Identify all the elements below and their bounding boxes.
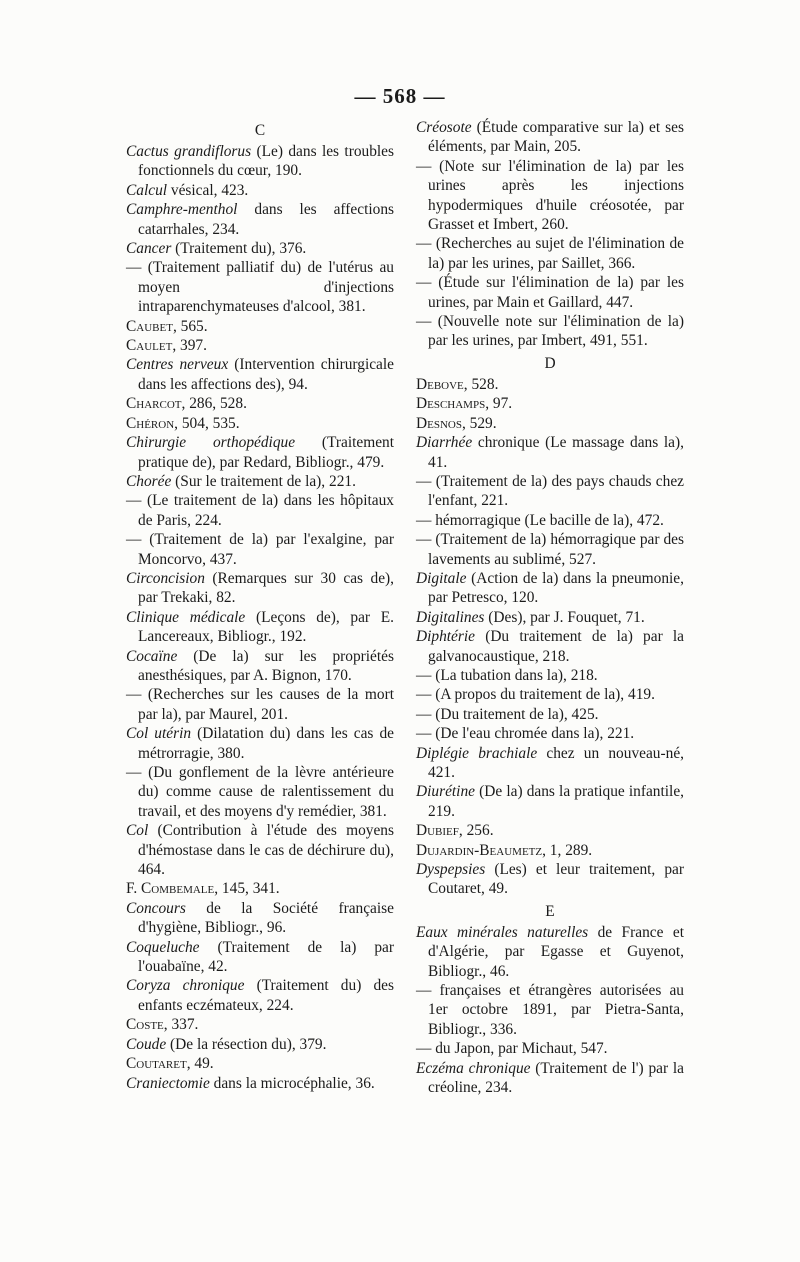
- page-number: — 568 —: [354, 84, 446, 108]
- index-entry: [126, 530, 394, 569]
- entry-heading: —: [416, 705, 432, 723]
- index-entry: [126, 976, 394, 1015]
- index-entry: [416, 273, 684, 312]
- index-entry: [416, 1059, 684, 1098]
- entry-text: (Du traitement de la), 425.: [431, 705, 599, 723]
- entry-heading: Créosote: [416, 119, 472, 136]
- index-column-right: [416, 118, 684, 1098]
- entry-text: françaises et étrangères autorisées au 1er octobre 1891, par Pietra-Santa, Bibliogr., 336.: [428, 982, 684, 1038]
- entry-text: (Recherches au sujet de l'élimination de la) par les urines, par Saillet, 366.: [428, 235, 684, 272]
- entry-text: (Action de la) dans la pneumonie, par Petresco, 120.: [428, 569, 684, 607]
- entry-text: , 145, 341.: [214, 880, 280, 898]
- index-entry: [416, 472, 684, 511]
- entry-heading: —: [416, 472, 432, 490]
- entry-text: (Traitement pratique de), par Redard, Bibliogr., 479.: [138, 434, 395, 471]
- entry-text: , 97.: [485, 395, 513, 413]
- index-column-left: [126, 118, 394, 1093]
- entry-heading: Digitalines: [416, 608, 485, 626]
- index-entry: [126, 1015, 394, 1034]
- entry-text: , 49.: [186, 1055, 214, 1073]
- entry-heading: Coqueluche: [126, 938, 200, 956]
- entry-heading: Camphre-menthol: [126, 201, 238, 219]
- entry-text: (Des), par J. Fouquet, 71.: [484, 608, 645, 626]
- entry-text: (Traitement de la) par l'ouabaïne, 42.: [138, 938, 394, 976]
- entry-heading: Digitale: [416, 569, 467, 587]
- entry-text: , 529.: [461, 414, 497, 432]
- entry-text: (Le) dans les troubles fonctionnels du cœur, 190.: [138, 143, 394, 180]
- entry-heading: Chéron: [126, 414, 175, 432]
- index-entry: [126, 899, 394, 938]
- entry-heading: —: [416, 531, 432, 549]
- entry-heading: Coutaret: [126, 1055, 187, 1073]
- entry-text: de France et d'Algérie, par Egasse et Guyenot, Bibliogr., 46.: [428, 923, 684, 980]
- index-entry: [126, 763, 394, 821]
- index-entry: [126, 472, 394, 491]
- entry-heading: Col: [126, 822, 149, 840]
- index-entry: [126, 724, 394, 763]
- entry-heading: Diplégie brachiale: [416, 744, 538, 762]
- entry-heading: Eczéma chronique: [416, 1059, 531, 1077]
- entry-text: (Du traitement de la) par la galvanocaustique, 218.: [428, 628, 684, 665]
- index-entry: [416, 234, 684, 273]
- entry-heading: Dujardin-Beaumetz: [416, 841, 543, 859]
- index-entry: [416, 530, 684, 569]
- entry-text: , 1, 289.: [542, 841, 593, 859]
- index-entry: [126, 239, 394, 258]
- entry-text: , 397.: [172, 337, 207, 355]
- entry-heading: Clinique médicale: [126, 608, 246, 626]
- entry-text: (Traitement du) des enfants eczémateux, 224.: [138, 977, 394, 1014]
- entry-heading: —: [416, 1040, 432, 1058]
- entry-text: (Remarques sur 30 cas de), par Trekaki, 82.: [138, 569, 394, 607]
- entry-heading: Diarrhée: [416, 434, 473, 452]
- index-entry: [416, 1039, 684, 1058]
- entry-text: chronique (Le massage dans la), 41.: [428, 434, 684, 471]
- index-entry: [126, 938, 394, 977]
- index-entry: [416, 511, 684, 530]
- entry-text: (De l'eau chromée dans la), 221.: [431, 725, 635, 743]
- entry-text: (Traitement de l') par la créoline, 234.: [428, 1059, 685, 1097]
- index-entry: [416, 685, 684, 704]
- entry-heading: —: [416, 725, 432, 743]
- index-entry: [416, 118, 684, 157]
- entry-text: (Sur le traitement de la), 221.: [171, 472, 356, 490]
- entry-heading: Chirurgie orthopédique: [126, 434, 296, 452]
- entry-text: dans les affections catarrhales, 234.: [138, 201, 394, 238]
- entry-text: (De la) dans la pratique infantile, 219.: [428, 783, 684, 820]
- entry-text: (Étude sur l'élimination de la) par les urines, par Main et Gaillard, 447.: [428, 274, 684, 311]
- index-entry: [416, 860, 684, 899]
- entry-heading: Craniectomie: [126, 1074, 210, 1092]
- entry-heading: —: [416, 511, 432, 529]
- entry-text: (Du gonflement de la lèvre antérieure du) comme cause de ralentissement du travail, et des moyens d'y remédier, 381.: [138, 764, 394, 820]
- entry-heading: —: [126, 259, 142, 277]
- entry-text: de la Société française d'hygiène, Bibliogr., 96.: [138, 899, 394, 937]
- entry-text: (Les) et leur traitement, par Coutaret, 49.: [428, 861, 684, 898]
- index-entry: [416, 627, 684, 666]
- entry-heading: Dyspepsies: [416, 861, 486, 879]
- index-entry: [126, 142, 394, 181]
- entry-text: (Traitement de la) des pays chauds chez l'enfant, 221.: [428, 472, 684, 510]
- entry-text: (Note sur l'élimination de la) par les urines après les injections hypodermiques d'huile créosotée, par Grasset et Imbert, 260.: [428, 157, 684, 234]
- index-entry: [126, 258, 394, 316]
- index-entry: [126, 608, 394, 647]
- entry-heading: Eaux minérales naturelles: [416, 923, 589, 941]
- entry-text: (De la résection du), 379.: [166, 1035, 327, 1053]
- index-entry: [416, 414, 684, 433]
- index-entry: [416, 569, 684, 608]
- index-entry: [126, 355, 394, 394]
- entry-heading: —: [416, 982, 432, 1000]
- entry-text: , 528.: [463, 375, 499, 393]
- entry-heading: Circoncision: [126, 569, 205, 587]
- entry-text: (A propos du traitement de la), 419.: [431, 686, 655, 704]
- section-letter: E: [545, 902, 555, 920]
- entry-text: (Intervention chirurgicale dans les affections des), 94.: [138, 356, 394, 393]
- entry-text: , 286, 528.: [181, 395, 247, 413]
- entry-heading: Col utérin: [126, 725, 192, 743]
- entry-heading: —: [416, 666, 432, 684]
- entry-heading: Debove: [416, 375, 464, 393]
- entry-text: (Traitement palliatif du) de l'utérus au moyen d'injections intraparenchymateuses d'alcool, 381.: [138, 259, 394, 316]
- entry-heading: Deschamps: [416, 395, 486, 413]
- section-letter: C: [254, 122, 266, 139]
- entry-heading: Centres nerveux: [126, 356, 229, 374]
- entry-heading: Caubet: [126, 317, 173, 335]
- index-entry: [126, 181, 394, 200]
- entry-heading: —: [126, 764, 142, 781]
- entry-heading: Dubief: [416, 822, 459, 840]
- index-entry: [416, 394, 684, 413]
- entry-heading: F. Combemale: [126, 880, 215, 898]
- index-entry: [416, 782, 684, 821]
- section-letter: D: [544, 354, 556, 372]
- entry-heading: Cocaïne: [126, 647, 178, 665]
- index-entry: [416, 157, 684, 235]
- index-entry: [416, 433, 684, 472]
- entry-heading: Caulet: [126, 337, 173, 355]
- entry-heading: Desnos: [416, 414, 462, 432]
- entry-text: vésical, 423.: [167, 181, 249, 199]
- index-entry: [416, 841, 684, 860]
- index-entry: [416, 666, 684, 685]
- entry-text: (La tubation dans la), 218.: [431, 666, 598, 684]
- entry-heading: Cactus grandiflorus: [126, 143, 252, 160]
- index-entry: [126, 414, 394, 433]
- index-entry: [126, 1054, 394, 1073]
- entry-text: dans la microcéphalie, 36.: [209, 1074, 375, 1092]
- entry-text: du Japon, par Michaut, 547.: [431, 1040, 608, 1058]
- entry-heading: Coryza chronique: [126, 977, 245, 995]
- entry-text: (Traitement de la) par l'exalgine, par Moncorvo, 437.: [138, 531, 394, 568]
- index-entry: [416, 312, 684, 351]
- index-entry: [126, 569, 394, 608]
- index-entry: [126, 336, 394, 355]
- entry-heading: Diphtérie: [416, 628, 475, 646]
- index-entry: [126, 200, 394, 239]
- entry-heading: —: [126, 531, 142, 549]
- index-entry: [416, 705, 684, 724]
- entry-text: (Contribution à l'étude des moyens d'hémostase dans le cas de déchirure du), 464.: [138, 822, 394, 879]
- entry-text: (Recherches sur les causes de la mort par la), par Maurel, 201.: [138, 686, 394, 723]
- index-entry: [126, 491, 394, 530]
- entry-heading: —: [416, 235, 432, 253]
- entry-heading: Charcot: [126, 395, 182, 413]
- index-entry: [126, 1074, 394, 1093]
- index-entry: [126, 1035, 394, 1054]
- index-entry: [126, 394, 394, 413]
- entry-text: (Étude comparative sur la) et ses éléments, par Main, 205.: [428, 119, 684, 156]
- index-entry: [126, 317, 394, 336]
- entry-text: (Leçons de), par E. Lancereaux, Bibliogr., 192.: [138, 608, 394, 646]
- index-entry: [126, 879, 394, 898]
- entry-heading: Cancer: [126, 240, 172, 258]
- entry-heading: Chorée: [126, 472, 172, 490]
- entry-heading: Calcul: [126, 181, 168, 199]
- entry-heading: —: [126, 492, 142, 510]
- entry-text: (Nouvelle note sur l'élimination de la) par les urines, par Imbert, 491, 551.: [428, 313, 684, 350]
- index-entry: [126, 433, 394, 472]
- entry-heading: —: [416, 157, 432, 175]
- entry-text: hémorragique (Le bacille de la), 472.: [431, 511, 664, 529]
- entry-heading: Concours: [126, 899, 186, 917]
- entry-text: (Traitement de la) hémorragique par des lavements au sublimé, 527.: [428, 531, 684, 568]
- index-entry: [416, 608, 684, 627]
- entry-text: , 337.: [163, 1016, 199, 1034]
- entry-text: (De la) sur les propriétés anesthésiques, par A. Bignon, 170.: [138, 647, 394, 684]
- entry-text: (Le traitement de la) dans les hôpitaux de Paris, 224.: [138, 492, 394, 529]
- index-entry: [126, 685, 394, 724]
- entry-heading: —: [126, 686, 142, 704]
- entry-heading: Coste: [126, 1016, 164, 1034]
- index-entry: [416, 821, 684, 840]
- entry-text: (Dilatation du) dans les cas de métrorragie, 380.: [138, 725, 394, 762]
- entry-heading: —: [416, 686, 432, 704]
- index-entry: [416, 981, 684, 1039]
- entry-text: , 256.: [458, 822, 494, 840]
- entry-text: , 565.: [172, 317, 208, 335]
- index-entry: [416, 375, 684, 394]
- entry-heading: —: [416, 274, 432, 292]
- index-entry: [416, 724, 684, 743]
- entry-heading: Diurétine: [416, 783, 475, 801]
- entry-text: chez un nouveau-né, 421.: [428, 744, 685, 781]
- entry-text: (Traitement du), 376.: [171, 240, 307, 258]
- entry-heading: Coude: [126, 1035, 167, 1053]
- index-entry: [126, 821, 394, 879]
- index-entry: [126, 647, 394, 686]
- entry-heading: —: [416, 313, 432, 331]
- index-entry: [416, 744, 684, 783]
- entry-text: , 504, 535.: [174, 414, 240, 432]
- index-entry: [416, 923, 684, 981]
